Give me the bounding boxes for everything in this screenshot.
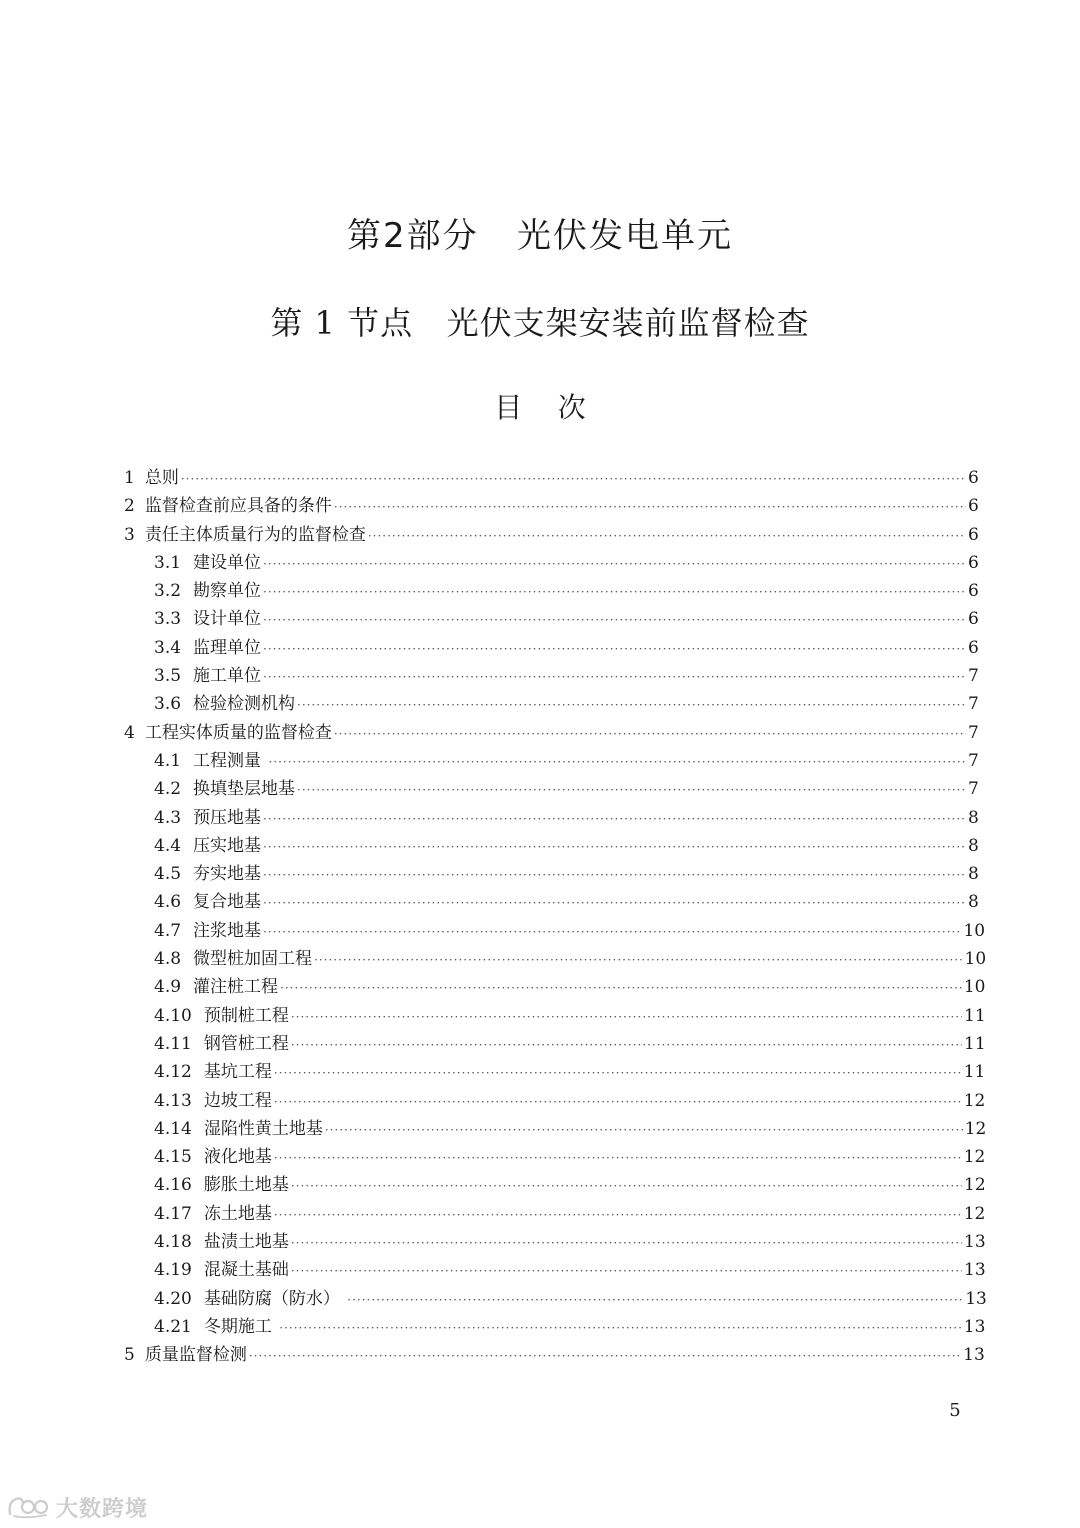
toc-entry-page: 11 xyxy=(964,1005,986,1026)
toc-entry-number: 5 xyxy=(124,1345,135,1366)
toc-leader-dots xyxy=(291,1031,962,1059)
toc-entry[interactable] xyxy=(124,832,978,860)
toc-entry[interactable] xyxy=(124,1115,987,1143)
toc-entry-title: 混凝土基础 xyxy=(203,1260,289,1281)
toc-entry-title: 冻土地基 xyxy=(203,1203,272,1224)
toc-leader-dots xyxy=(291,1229,962,1257)
toc-entry-title: 基坑工程 xyxy=(203,1062,272,1083)
page-number: 5 xyxy=(949,1400,961,1421)
toc-entry-page: 12 xyxy=(963,1090,986,1111)
toc-entry[interactable] xyxy=(124,1256,986,1284)
toc-entry-page: 13 xyxy=(963,1316,986,1337)
toc-entry[interactable] xyxy=(124,945,987,973)
toc-entry-page: 12 xyxy=(964,1118,987,1139)
toc-entry[interactable] xyxy=(124,634,978,662)
toc-entry-number: 4.13 xyxy=(154,1090,192,1111)
toc-entry-number: 3.3 xyxy=(154,609,182,630)
toc-leader-dots xyxy=(291,1003,962,1031)
toc-entry-page: 6 xyxy=(968,581,979,602)
watermark-text: 大数跨境 xyxy=(56,1496,149,1522)
toc-entry-title: 预压地基 xyxy=(193,807,262,828)
toc-entry-title: 预制桩工程 xyxy=(203,1005,289,1026)
toc-leader-dots xyxy=(334,720,966,748)
toc-entry[interactable] xyxy=(124,577,978,605)
toc-leader-dots xyxy=(274,1201,962,1229)
toc-leader-dots xyxy=(263,663,966,691)
toc-entry-number: 4.17 xyxy=(154,1203,192,1224)
toc-entry[interactable] xyxy=(124,1228,986,1256)
toc-entry-page: 6 xyxy=(968,637,979,658)
toc-leader-dots xyxy=(291,1257,962,1285)
toc-entry-title: 施工单位 xyxy=(193,666,262,687)
toc-entry-title: 工程测量 xyxy=(193,750,267,771)
toc-entry-number: 3.6 xyxy=(154,694,182,715)
toc-leader-dots xyxy=(263,861,966,889)
part-title: 第2部分 光伏发电单元 xyxy=(346,216,734,256)
toc-entry[interactable] xyxy=(124,1285,987,1313)
toc-leader-dots xyxy=(297,691,966,719)
toc-entry-title: 灌注桩工程 xyxy=(193,977,279,998)
toc-leader-dots xyxy=(325,1116,963,1144)
toc-leader-dots xyxy=(268,748,966,776)
toc-entry-number: 4.21 xyxy=(154,1316,192,1337)
toc-entry-number: 4.20 xyxy=(154,1288,192,1309)
toc-leader-dots xyxy=(334,493,966,521)
toc-entry-number: 4.16 xyxy=(154,1175,192,1196)
toc-entry-number: 4.12 xyxy=(154,1062,192,1083)
toc-entry-title: 设计单位 xyxy=(193,609,262,630)
toc-leader-dots xyxy=(274,1059,962,1087)
toc-entry-number: 1 xyxy=(124,468,135,488)
toc-entry-title: 监理单位 xyxy=(193,637,262,658)
toc-entry-page: 8 xyxy=(968,864,979,885)
toc-entry-title: 检验检测机构 xyxy=(193,694,296,715)
toc-entry[interactable] xyxy=(124,690,978,718)
toc-entry-number: 4.4 xyxy=(154,835,182,856)
toc-entry-title: 微型桩加固工程 xyxy=(193,949,313,970)
toc-entry-page: 8 xyxy=(968,835,979,856)
toc-entry-number: 4.14 xyxy=(154,1118,192,1139)
toc-leader-dots xyxy=(263,578,966,606)
toc-entry[interactable] xyxy=(124,1313,986,1341)
toc-entry-number: 4.8 xyxy=(154,949,182,970)
toc-entry-number: 4.18 xyxy=(154,1232,192,1253)
toc-entry-page: 6 xyxy=(968,609,979,630)
toc-entry-title: 勘察单位 xyxy=(193,581,262,602)
toc-leader-dots xyxy=(297,776,966,804)
toc-leader-dots xyxy=(280,974,962,1002)
toc-leader-dots xyxy=(263,918,961,946)
toc-entry-number: 3.1 xyxy=(154,552,182,573)
toc-entry[interactable] xyxy=(124,662,978,690)
toc-entry-number: 4.10 xyxy=(154,1005,192,1026)
toc-entry[interactable] xyxy=(124,1058,986,1086)
toc-entry-number: 4.19 xyxy=(154,1260,192,1281)
toc-entry-page: 7 xyxy=(968,779,979,800)
toc-entry[interactable] xyxy=(124,775,978,803)
toc-entry[interactable] xyxy=(124,888,978,916)
toc-entry-page: 8 xyxy=(968,892,979,913)
toc-entry-page: 12 xyxy=(964,1175,986,1196)
toc-entry[interactable] xyxy=(124,917,986,945)
toc-entry-number: 3.4 xyxy=(154,637,182,658)
toc-entry-number: 3.5 xyxy=(154,666,182,687)
toc-entry[interactable] xyxy=(124,1030,986,1058)
table-of-contents xyxy=(124,464,987,1370)
toc-entry-page: 6 xyxy=(968,496,979,517)
toc-entry-number: 4 xyxy=(124,722,135,743)
toc-entry-number: 4.15 xyxy=(154,1147,192,1168)
toc-entry[interactable] xyxy=(124,1341,985,1369)
toc-leader-dots xyxy=(368,522,966,550)
toc-entry-page: 12 xyxy=(963,1147,986,1168)
watermark-logo-icon xyxy=(6,1494,52,1520)
toc-entry-page: 10 xyxy=(964,949,987,970)
toc-entry-page: 8 xyxy=(968,807,979,828)
toc-entry-page: 6 xyxy=(968,468,979,488)
toc-entry-title: 湿陷性黄土地基 xyxy=(203,1118,323,1139)
toc-entry-number: 3.2 xyxy=(154,581,182,602)
toc-entry-title: 工程实体质量的监督检查 xyxy=(144,722,332,743)
toc-entry-title: 基础防腐（防水） xyxy=(203,1288,346,1309)
toc-leader-dots xyxy=(291,1172,962,1200)
toc-entry-title: 总则 xyxy=(144,468,179,488)
toc-entry-number: 4.6 xyxy=(154,892,182,913)
toc-entry[interactable] xyxy=(124,1087,986,1115)
toc-entry-title: 责任主体质量行为的监督检查 xyxy=(144,524,366,545)
toc-entry[interactable] xyxy=(124,521,978,549)
toc-entry-page: 6 xyxy=(968,524,979,545)
toc-leader-dots xyxy=(263,550,966,578)
toc-entry-page: 7 xyxy=(968,694,979,715)
toc-entry-page: 7 xyxy=(968,666,979,687)
toc-entry-title: 压实地基 xyxy=(193,835,262,856)
toc-entry[interactable] xyxy=(124,1002,986,1030)
toc-entry[interactable] xyxy=(124,1171,986,1199)
section-title: 第 1 节点 光伏支架安装前监督检查 xyxy=(270,304,810,342)
toc-entry-title: 质量监督检测 xyxy=(144,1345,247,1366)
toc-entry-title: 边坡工程 xyxy=(203,1090,272,1111)
toc-entry-page: 13 xyxy=(964,1232,986,1253)
toc-entry[interactable] xyxy=(124,464,978,492)
toc-entry-page: 7 xyxy=(968,750,979,771)
toc-leader-dots xyxy=(249,1342,961,1370)
toc-entry-title: 冬期施工 xyxy=(203,1316,278,1337)
watermark xyxy=(6,1492,148,1522)
toc-entry[interactable] xyxy=(124,1200,986,1228)
toc-entry-title: 建设单位 xyxy=(193,552,262,573)
toc-entry-number: 4.1 xyxy=(154,750,182,771)
toc-entry-title: 复合地基 xyxy=(193,892,262,913)
toc-entry-title: 换填垫层地基 xyxy=(193,779,296,800)
toc-entry-number: 4.9 xyxy=(154,977,182,998)
toc-leader-dots xyxy=(279,1314,962,1342)
toc-leader-dots xyxy=(263,833,966,861)
toc-entry-number: 3 xyxy=(124,524,135,545)
toc-leader-dots xyxy=(263,635,966,663)
toc-entry-title: 盐渍土地基 xyxy=(203,1232,289,1253)
toc-entry-number: 2 xyxy=(124,496,135,517)
toc-leader-dots xyxy=(181,465,966,493)
toc-leader-dots xyxy=(263,889,966,917)
toc-entry-page: 6 xyxy=(968,552,979,573)
toc-entry[interactable] xyxy=(124,804,978,832)
toc-entry[interactable] xyxy=(124,860,978,888)
toc-entry-page: 13 xyxy=(964,1260,986,1281)
toc-entry[interactable] xyxy=(124,549,978,577)
toc-entry-page: 10 xyxy=(963,977,986,998)
toc-entry-title: 注浆地基 xyxy=(193,920,262,941)
toc-leader-dots xyxy=(263,805,966,833)
toc-entry[interactable] xyxy=(124,492,978,520)
toc-entry[interactable] xyxy=(124,747,978,775)
toc-entry-page: 11 xyxy=(963,1062,986,1083)
toc-entry-page: 7 xyxy=(968,722,979,743)
toc-entry-title: 夯实地基 xyxy=(193,864,262,885)
toc-entry[interactable] xyxy=(124,973,986,1001)
toc-entry-title: 液化地基 xyxy=(203,1147,272,1168)
toc-leader-dots xyxy=(274,1088,962,1116)
toc-entry-number: 4.7 xyxy=(154,920,182,941)
toc-entry-number: 4.5 xyxy=(154,864,182,885)
toc-entry-page: 13 xyxy=(965,1288,987,1309)
toc-entry-page: 12 xyxy=(963,1203,986,1224)
toc-leader-dots xyxy=(274,1144,962,1172)
toc-leader-dots xyxy=(314,946,962,974)
toc-entry-title: 膨胀土地基 xyxy=(203,1175,289,1196)
toc-entry-number: 4.2 xyxy=(154,779,182,800)
toc-entry[interactable] xyxy=(124,1143,986,1171)
toc-entry-page: 10 xyxy=(963,920,986,941)
toc-entry[interactable] xyxy=(124,605,978,633)
toc-entry-number: 4.11 xyxy=(154,1033,192,1054)
toc-entry-page: 13 xyxy=(963,1345,985,1366)
toc-entry-title: 钢管桩工程 xyxy=(203,1033,289,1054)
toc-entry-page: 11 xyxy=(964,1033,986,1054)
toc-entry-number: 4.3 xyxy=(154,807,182,828)
toc-entry-title: 监督检查前应具备的条件 xyxy=(144,496,332,517)
toc-title: 目 次 xyxy=(494,391,586,424)
toc-entry[interactable] xyxy=(124,719,978,747)
toc-leader-dots xyxy=(347,1286,963,1314)
toc-leader-dots xyxy=(263,606,966,634)
